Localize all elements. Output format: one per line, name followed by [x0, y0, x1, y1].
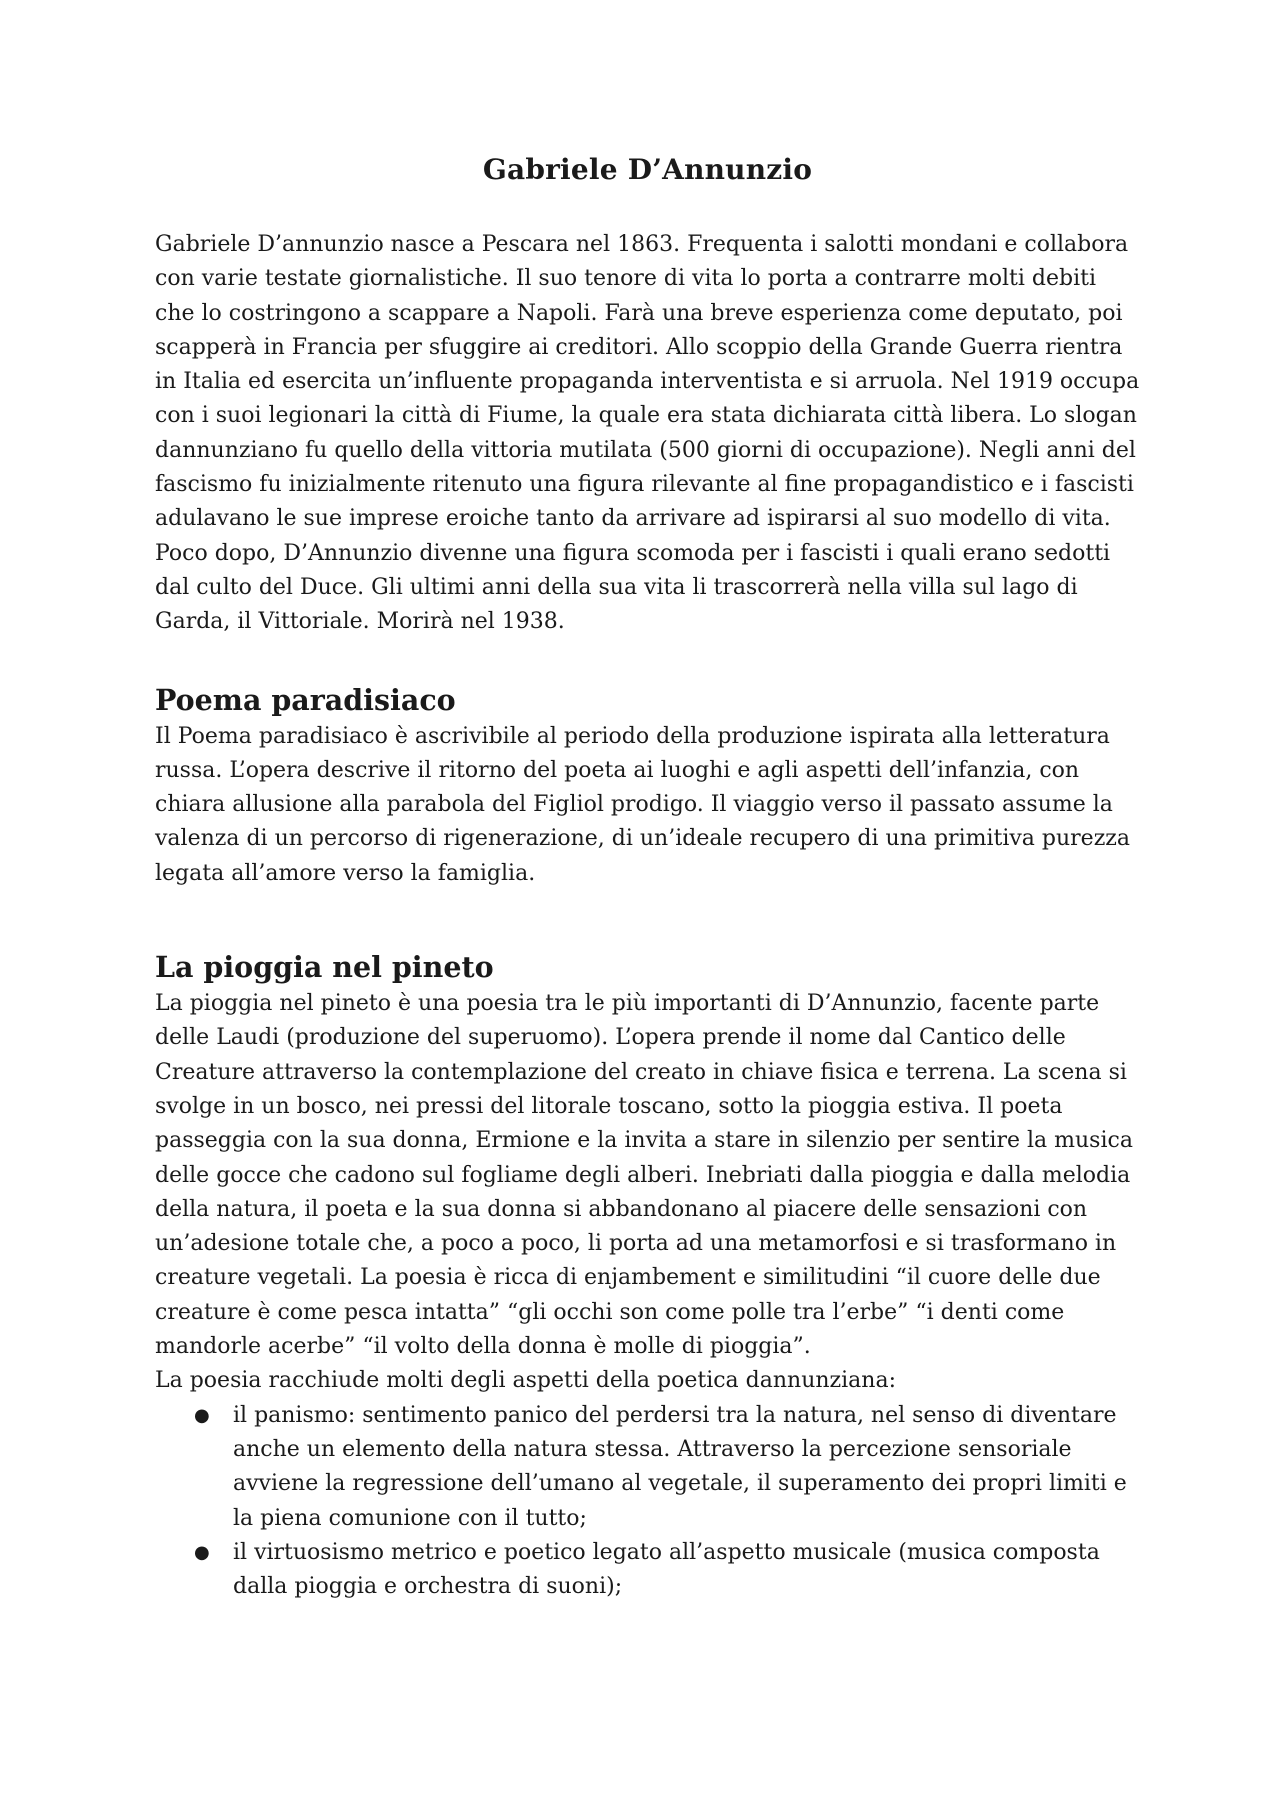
section-heading: La pioggia nel pineto	[155, 950, 494, 985]
list-item	[194, 1536, 1140, 1605]
intro-paragraph: Gabriele D’annunzio nasce a Pescara nel 1863. Frequenta i salotti mondani e collabora con varie testate giornalistiche. Il suo tenore di vita lo porta a contrarre molti debiti che lo costringono a scappare a Napoli. Farà una breve esperienza come deputato, poi scapperà in Francia per sfuggire ai creditori. Allo scoppio della Grande Guerra rientra in Italia ed esercita un’influente propaganda interventista e si arruola. Nel 1919 occupa con i suoi legionari la città di Fiume, la quale era stata dichiarata città libera. Lo slogan dannunziano fu quello della vittoria mutilata (500 giorni di occupazione). Negli anni del fascismo fu inizialmente ritenuto una figura rilevante al fine propagandistico e i fascisti adulavano le sue imprese eroiche tanto da arrivare ad ispirarsi al suo modello di vita. Poco dopo, D’Annunzio divenne una figura scomoda per i fascisti i quali erano sedotti dal culto del Duce. Gli ultimi anni della sua vita li trascorrerà nella villa sul lago di Garda, il Vittoriale. Morirà nel 1938.	[155, 232, 1140, 635]
list-item-text: il virtuosismo metrico e poetico legato all’aspetto musicale (musica composta dalla pioggia e orchestra di suoni);	[233, 1539, 1100, 1600]
list-item	[194, 1399, 1140, 1536]
bullet-list	[155, 1399, 1140, 1605]
section-poema-paradisiaco	[155, 680, 1140, 891]
list-intro: La poesia racchiude molti degli aspetti della poetica dannunziana:	[155, 1368, 896, 1394]
list-item-text: il panismo: sentimento panico del perdersi tra la natura, nel senso di diventare anche un elemento della natura stessa. Attraverso la percezione sensoriale avviene la regressione dell’umano al vegetale, il superamento dei propri limiti e la piena comunione con il tutto;	[233, 1402, 1127, 1531]
section-pioggia-nel-pineto	[155, 947, 1140, 1604]
document-page	[155, 150, 1140, 1604]
section-paragraph: La pioggia nel pineto è una poesia tra le più importanti di D’Annunzio, facente parte delle Laudi (produzione del superuomo). L’opera prende il nome dal Cantico delle Creature attraverso la contemplazione del creato in chiave fisica e terrena. La scena si svolge in un bosco, nei pressi del litorale toscano, sotto la pioggia estiva. Il poeta passeggia con la sua donna, Ermione e la invita a stare in silenzio per sentire la musica delle gocce che cadono sul fogliame degli alberi. Inebriati dalla pioggia e dalla melodia della natura, il poeta e la sua donna si abbandonano al piacere delle sensazioni con un’adesione totale che, a poco a poco, li porta ad una metamorfosi e si trasformano in creature vegetali. La poesia è ricca di enjambement e similitudini “il cuore delle due creature è come pesca intatta” “gli occhi son come polle tra l’erbe” “i denti come mandorle acerbe” “il volto della donna è molle di pioggia”.	[155, 991, 1133, 1360]
bullet-icon: ●	[194, 1404, 210, 1426]
document-title: Gabriele D’Annunzio	[482, 153, 813, 186]
section-heading: Poema paradisiaco	[155, 682, 456, 717]
section-paragraph: Il Poema paradisiaco è ascrivibile al periodo della produzione ispirata alla letteratura russa. L’opera descrive il ritorno del poeta ai luoghi e agli aspetti dell’infanzia, con chiara allusione alla parabola del Figliol prodigo. Il viaggio verso il passato assume la valenza di un percorso di rigenerazione, di un’ideale recupero di una primitiva purezza legata all’amore verso la famiglia.	[155, 723, 1131, 886]
bullet-icon: ●	[194, 1541, 210, 1563]
